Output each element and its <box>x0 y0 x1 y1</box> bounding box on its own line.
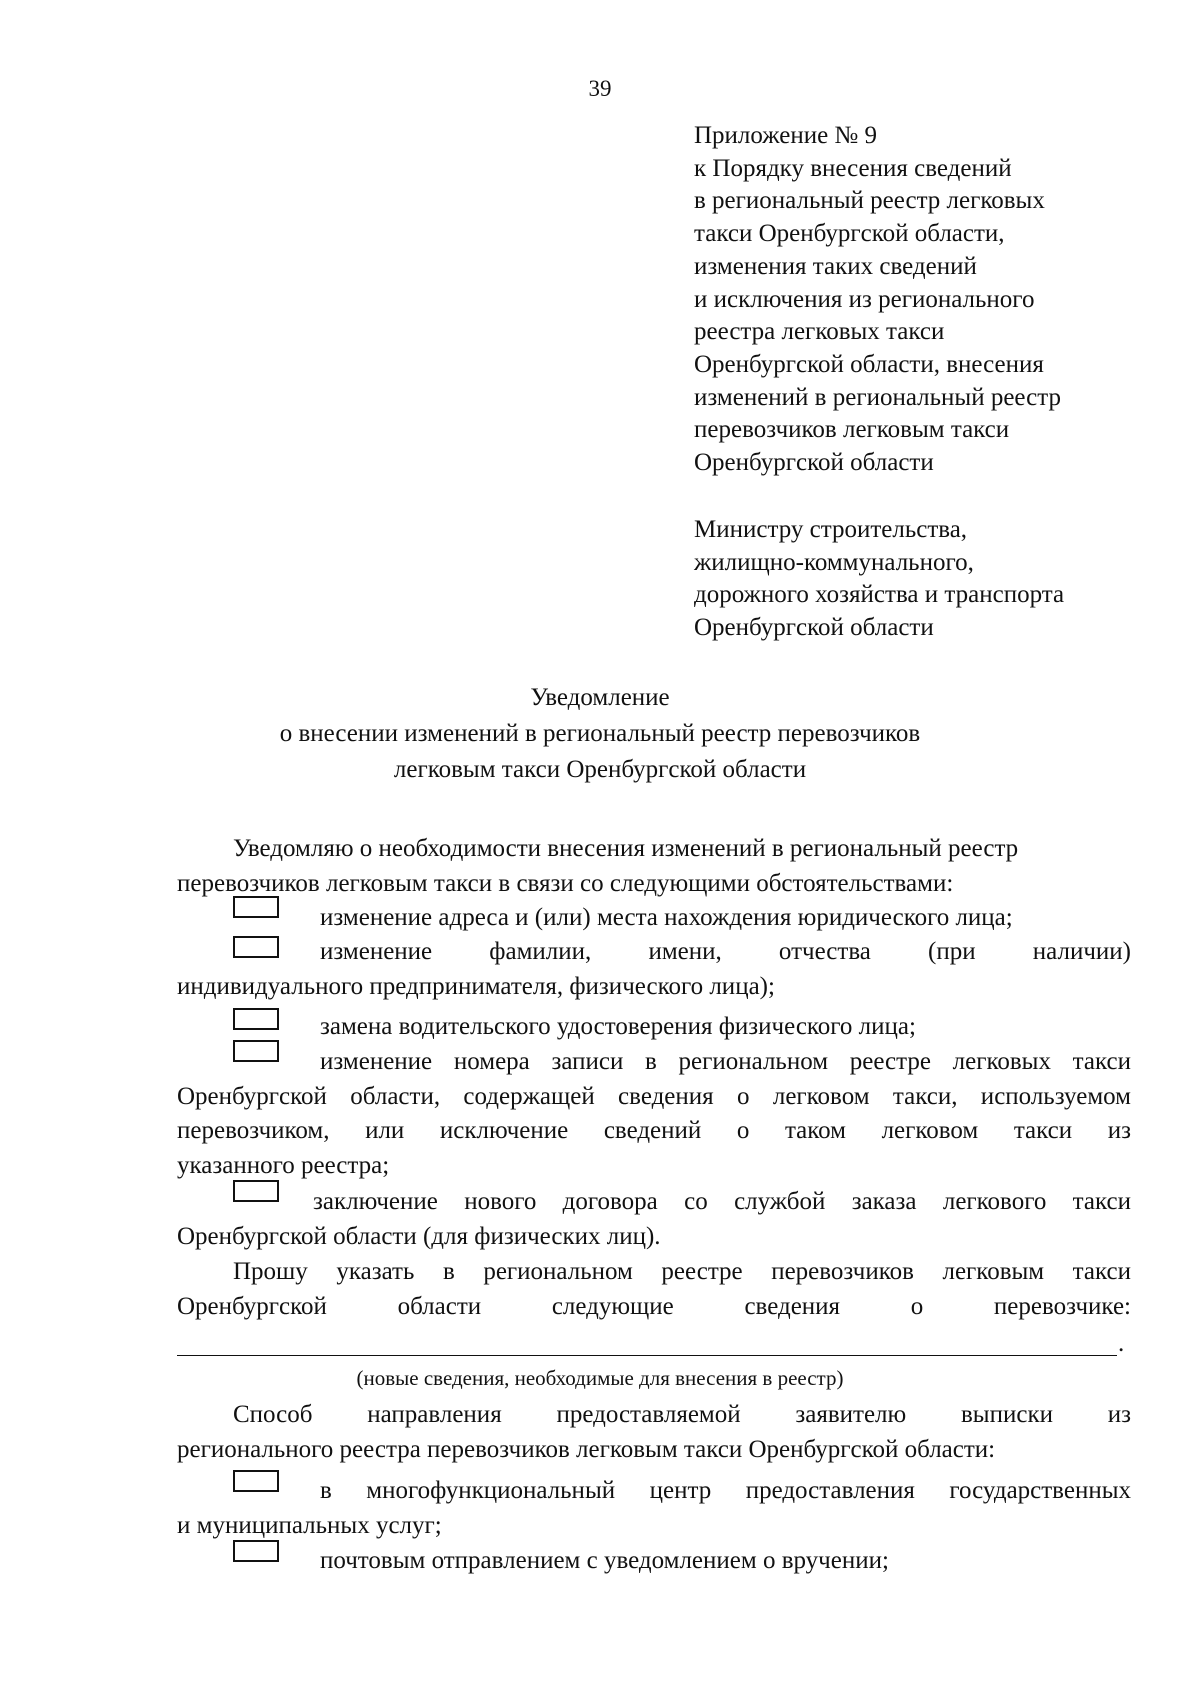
intro-paragraph <box>177 832 1131 901</box>
document-title <box>0 680 1200 788</box>
option-record <box>177 1045 1131 1183</box>
appendix-line: перевозчиков легковым такси <box>694 416 1010 444</box>
title-line: Уведомление <box>530 684 670 711</box>
addressee-block <box>694 514 1174 645</box>
option-record-label-cont: указанного реестра; <box>177 1151 390 1179</box>
option-name-label-cont: индивидуального предпринимателя, физического лица); <box>177 972 775 1000</box>
delivery-mfc <box>177 1474 1131 1543</box>
fill-end-dot: . <box>1118 1330 1125 1357</box>
request-line: Оренбургской области следующие сведения о перевозчике: <box>177 1292 1131 1320</box>
option-contract <box>177 1185 1131 1254</box>
option-license <box>177 1010 1131 1045</box>
option-record-label-cont: перевозчиком, или исключение сведений о таком легковом такси из <box>177 1117 1131 1144</box>
new-info-caption: (новые сведения, необходимые для внесения в реестр) <box>356 1366 844 1390</box>
appendix-line: Приложение № 9 <box>694 122 878 149</box>
option-address <box>177 901 1131 936</box>
delivery-mfc-label: в многофункциональный центр предоставления государственных <box>320 1477 1131 1504</box>
appendix-line: и исключения из регионального <box>694 285 1035 313</box>
addressee-line: Оренбургской области <box>694 614 934 642</box>
appendix-line: изменений в региональный реестр <box>694 383 1061 411</box>
option-record-label-cont: Оренбургской области, содержащей сведения о легковом такси, используемом <box>177 1082 1131 1110</box>
delivery-paragraph <box>177 1398 1131 1467</box>
appendix-line: к Порядку внесения сведений <box>694 154 1012 182</box>
request-paragraph <box>177 1255 1131 1324</box>
addressee-line: жилищно-коммунального, <box>694 548 974 576</box>
appendix-line: Оренбургской области, внесения <box>694 350 1044 378</box>
addressee-line: Министру строительства, <box>694 516 968 543</box>
request-line: Прошу указать в региональном реестре перевозчиков легковым такси <box>233 1258 1131 1285</box>
option-license-label: замена водительского удостоверения физического лица; <box>320 1013 916 1040</box>
option-name-label: изменение фамилии, имени, отчества (при наличии) <box>320 938 1131 965</box>
option-name <box>177 935 1131 1004</box>
page-number: 39 <box>588 76 612 101</box>
option-record-label: изменение номера записи в региональном реестре легковых такси <box>320 1048 1131 1075</box>
title-line: легковым такси Оренбургской области <box>393 756 807 783</box>
appendix-line: изменения таких сведений <box>694 252 977 280</box>
option-contract-label-cont: Оренбургской области (для физических лиц). <box>177 1222 661 1250</box>
option-contract-label: заключение нового договора со службой заказа легкового такси <box>313 1188 1131 1215</box>
delivery-post <box>177 1544 1131 1579</box>
delivery-line: регионального реестра перевозчиков легковым такси Оренбургской области: <box>177 1435 996 1463</box>
new-info-field[interactable] <box>177 1355 1117 1356</box>
title-line: о внесении изменений в региональный реестр перевозчиков <box>279 720 921 747</box>
appendix-line: реестра легковых такси <box>694 318 945 346</box>
delivery-post-label: почтовым отправлением с уведомлением о вручении; <box>320 1547 889 1574</box>
option-address-label: изменение адреса и (или) места нахождения юридического лица; <box>320 904 1013 931</box>
delivery-line: Способ направления предоставляемой заявителю выписки из <box>233 1401 1131 1428</box>
intro-line: перевозчиков легковым такси в связи со следующими обстоятельствами: <box>177 869 954 897</box>
appendix-line: такси Оренбургской области, <box>694 220 1005 248</box>
addressee-line: дорожного хозяйства и транспорта <box>694 581 1065 609</box>
appendix-line: Оренбургской области <box>694 449 934 477</box>
intro-line: Уведомляю о необходимости внесения изменений в региональный реестр <box>233 835 1019 862</box>
appendix-header <box>694 120 1174 480</box>
delivery-mfc-label-cont: и муниципальных услуг; <box>177 1511 442 1539</box>
appendix-line: в региональный реестр легковых <box>694 187 1045 215</box>
